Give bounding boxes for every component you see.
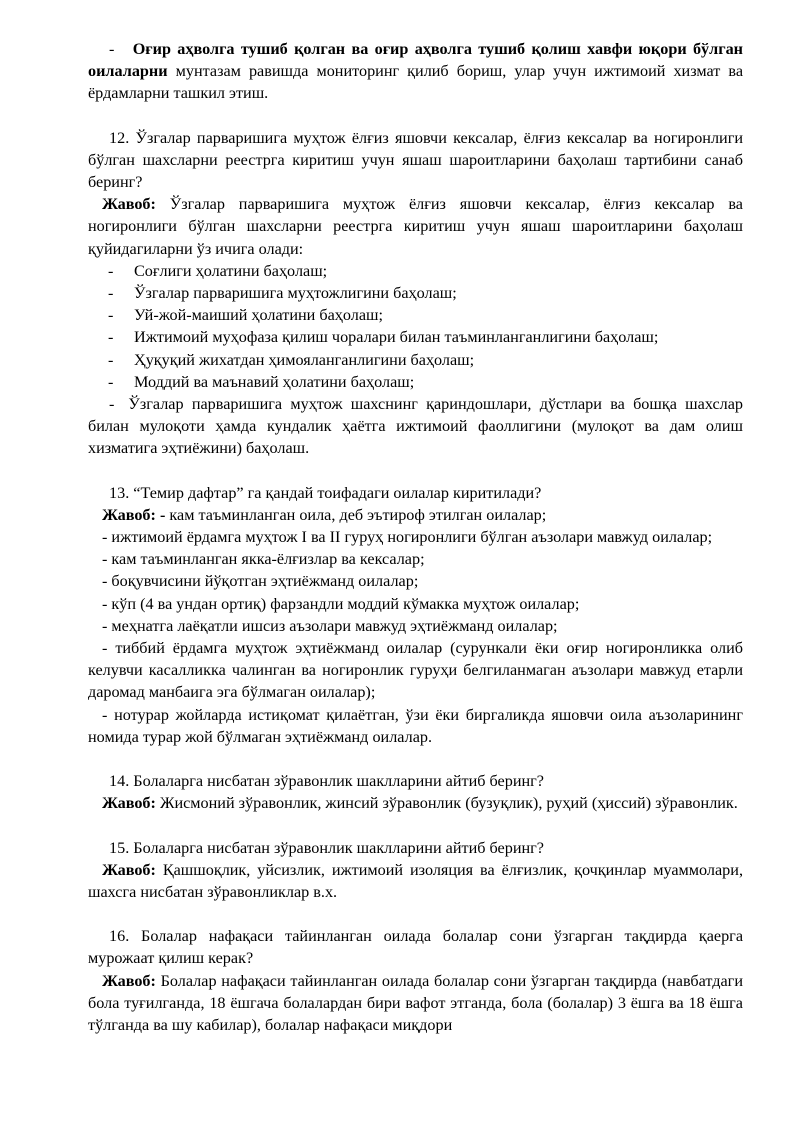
- list-item: - Ўзгалар парваришига муҳтожлигини баҳолаш;: [108, 284, 457, 303]
- question-12: 12. Ўзгалар парваришига муҳтож ёлғиз яшовчи кексалар, ёлғиз кексалар ва ногиронлиги бўлган шахсларни реестрга киритиш учун яшаш шароитларини баҳолаш тартибини санаб беринг?: [88, 128, 743, 192]
- list-item: - Ўзгалар парваришига муҳтож шахснинг қариндошлари, дўстлари ва бошқа шахслар билан мулоқоти ҳамда кундалик ҳаётга ижтимоий фаоллигини (мулоқот ва дам олиш хизматига эҳтиёжини) баҳолаш.: [88, 395, 743, 458]
- list-item: - кўп (4 ва ундан ортиқ) фарзандли моддий кўмакка муҳтож оилалар;: [102, 594, 580, 613]
- answer-text: Болалар нафақаси тайинланган оилада болалар сони ўзгарган тақдирда (навбатдаги бола туғилганда, 18 ёшгача болалардан бири вафот этганда, бола (болалар) 3 ёшга ва 18 ёшга тўлганда ва шу кабилар), болалар нафақаси миқдори: [88, 971, 743, 1034]
- answer-label: Жавоб:: [102, 860, 156, 879]
- list-item: - Ҳуқуқий жихатдан ҳимояланганлигини баҳолаш;: [108, 350, 475, 369]
- answer-16: [88, 970, 743, 1037]
- list-item: - меҳнатга лаёқатли ишсиз аъзолари мавжуд эҳтиёжманд оилалар;: [102, 616, 558, 635]
- list-item: - Уй-жой-маиший ҳолатини баҳолаш;: [108, 306, 383, 325]
- list-item: - Соғлиги ҳолатини баҳолаш;: [108, 261, 328, 280]
- intro-bold-text: Оғир аҳволга тушиб қолган ва оғир аҳволга тушиб қолиш хавфи юқори бўлган оилаларни: [88, 40, 744, 81]
- answer-text: Ўзгалар парваришига муҳтож ёлғиз яшовчи кексалар, ёлғиз кексалар ва ногиронлиги бўлган шахсларни реестрга киритиш учун яшаш шароитларини баҳолаш қуйидагиларни ўз ичига олади:: [88, 195, 743, 258]
- paragraph-intro: - Оғир аҳволга тушиб қолган ва оғир аҳволга тушиб қолиш хавфи юқори бўлган оилаларни мунтазам равишда мониторинг қилиб бориш, улар учун ижтимоий хизмат ва ёрдамларни ташкил этиш.: [88, 40, 744, 103]
- intro-text: мунтазам равишда мониторинг қилиб бориш, улар учун ижтимоий хизмат ва ёрдамларни ташкил этиш.: [88, 62, 743, 103]
- answer-label: Жавоб:: [102, 971, 156, 990]
- question-14: 14. Болаларга нисбатан зўравонлик шаклларини айтиб беринг?: [109, 772, 544, 791]
- document-page: [88, 38, 743, 1036]
- answer-label: Жавоб:: [102, 195, 156, 214]
- list-item: - боқувчисини йўқотган эҳтиёжманд оилалар;: [102, 572, 419, 591]
- answer-text: Жисмоний зўравонлик, жинсий зўравонлик (бузуқлик), руҳий (ҳиссий) зўравонлик.: [155, 794, 738, 813]
- answer-13: [88, 504, 743, 526]
- list-item: - нотурар жойларда истиқомат қилаётган, ўзи ёки биргаликда яшовчи оила аъзоларининг номида турар жой бўлмаган эҳтиёжманд оилалар.: [88, 705, 743, 746]
- answer-14: [88, 792, 743, 814]
- list-item: - кам таъминланган якка-ёлғизлар ва кексалар;: [102, 550, 425, 569]
- answer-text: кам таъминланган оила, деб эътироф этилган оилалар;: [165, 505, 547, 524]
- question-13: 13. “Темир дафтар” га қандай тоифадаги оилалар киритилади?: [109, 483, 542, 502]
- list-item: - Моддий ва маънавий ҳолатини баҳолаш;: [108, 372, 415, 391]
- answer-12: [88, 193, 743, 260]
- list-item: - Ижтимоий муҳофаза қилиш чоралари билан таъминланганлигини баҳолаш;: [108, 328, 659, 347]
- answer-label: Жавоб: -: [102, 505, 166, 524]
- answer-label: Жавоб:: [102, 794, 156, 813]
- answer-15: [88, 859, 743, 903]
- list-item: - ижтимоий ёрдамга муҳтож I ва II гуруҳ ногиронлиги бўлган аъзолари мавжуд оилалар;: [102, 528, 713, 547]
- question-16: 16. Болалар нафақаси тайинланган оилада болалар сони ўзгарган тақдирда қаерга мурожаат қилиш керак?: [88, 927, 743, 968]
- list-item: - тиббий ёрдамга муҳтож эҳтиёжманд оилалар (сурункали ёки оғир ногиронликка олиб келувчи касалликка чалинган ва ногиронлик гуруҳи белгиланмаган аъзолари мавжуд етарли даромад манбаига эга бўлмаган оилалар);: [88, 639, 743, 702]
- answer-text: Қашшоқлик, уйсизлик, ижтимоий изоляция ва ёлғизлик, қочқинлар муаммолари, шахсга нисбатан зўравонликлар в.х.: [88, 860, 743, 901]
- question-15: 15. Болаларга нисбатан зўравонлик шаклларини айтиб беринг?: [109, 838, 544, 857]
